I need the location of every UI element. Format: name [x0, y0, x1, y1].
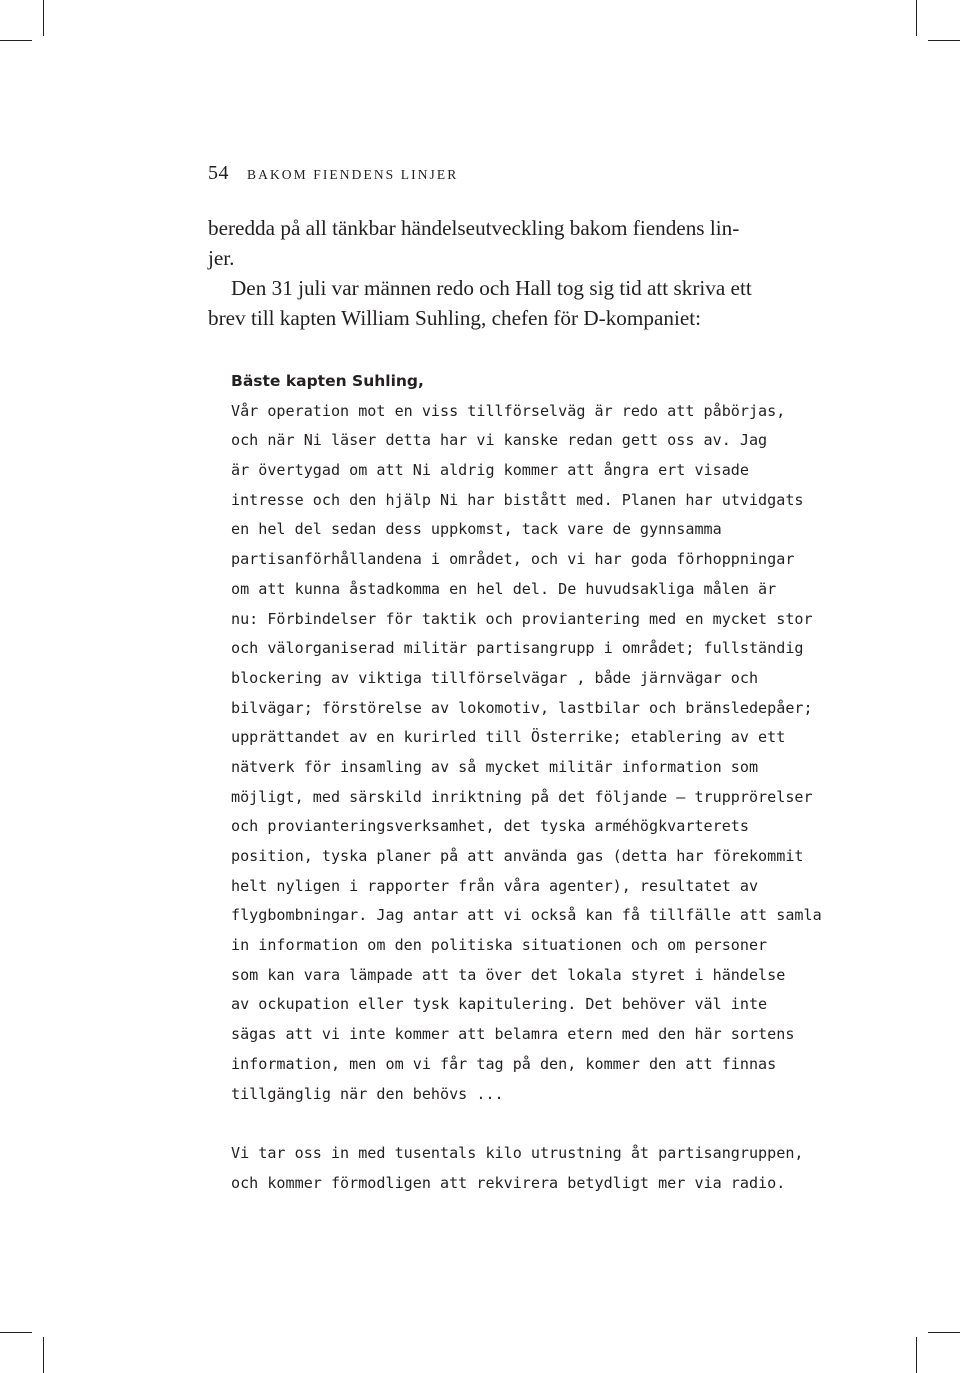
letter-line: partisanförhållandena i området, och vi har goda förhoppningar — [231, 550, 795, 569]
letter-closing-line: Vi tar oss in med tusentals kilo utrustning åt partisangruppen, — [231, 1143, 804, 1162]
crop-mark-top-left-horizontal — [0, 40, 32, 41]
letter-line: och provianteringsverksamhet, det tyska arméhögkvarterets — [231, 817, 749, 836]
letter-line: bilvägar; förstörelse av lokomotiv, lastbilar och bränsledepåer; — [231, 698, 813, 717]
body-paragraph — [208, 213, 798, 333]
letter-line: sägas att vi inte kommer att belamra etern med den här sortens — [231, 1025, 795, 1044]
letter-line: om att kunna åstadkomma en hel del. De huvudsakliga målen är — [231, 579, 777, 598]
letter-greeting: Bäste kapten Suhling, — [231, 372, 424, 390]
quoted-letter — [231, 367, 822, 1198]
letter-line: position, tyska planer på att använda gas (detta har förekommit — [231, 847, 804, 865]
letter-paragraph-gap — [231, 1109, 801, 1139]
body-line: jer. — [208, 246, 235, 270]
letter-line: tillgänglig när den behövs ... — [231, 1084, 504, 1103]
letter-line: nätverk för insamling av så mycket militär information som — [231, 757, 759, 776]
crop-mark-bottom-right-vertical — [916, 1337, 917, 1373]
letter-line: och välorganiserad militär partisangrupp i området; fullständig — [231, 639, 804, 658]
crop-mark-top-right-vertical — [916, 0, 917, 36]
letter-line: information, men om vi får tag på den, kommer den att finnas — [231, 1054, 777, 1073]
letter-line: av ockupation eller tysk kapitulering. Det behöver väl inte — [231, 995, 768, 1014]
body-line: beredda på all tänkbar händelseutveckling bakom fiendens lin- — [208, 216, 740, 240]
letter-line: och när Ni läser detta har vi kanske redan gett oss av. Jag — [231, 431, 768, 450]
letter-line: blockering av viktiga tillförselvägar , både järnvägar och — [231, 668, 759, 687]
crop-mark-bottom-left-horizontal — [0, 1332, 32, 1333]
letter-line: helt nyligen i rapporter från våra agenter), resultatet av — [231, 876, 759, 895]
letter-line: en hel del sedan dess uppkomst, tack vare de gynnsamma — [231, 520, 722, 539]
letter-line: som kan vara lämpade att ta över det lokala styret i händelse — [231, 965, 786, 984]
crop-mark-top-left-vertical — [43, 0, 44, 36]
letter-closing-line: och kommer förmodligen att rekvirera betydligt mer via radio. — [231, 1173, 786, 1192]
crop-mark-top-right-horizontal — [928, 40, 960, 41]
letter-line: nu: Förbindelser för taktik och proviantering med en mycket stor — [231, 609, 813, 628]
letter-line: Vår operation mot en viss tillförselväg är redo att påbörjas, — [231, 401, 786, 420]
letter-line: möjligt, med särskild inriktning på det följande – trupprörelser — [231, 787, 813, 806]
body-line: Den 31 juli var männen redo och Hall tog sig tid att skriva ett — [231, 276, 752, 300]
letter-line: in information om den politiska situationen och om personer — [231, 936, 768, 955]
crop-mark-bottom-left-vertical — [43, 1337, 44, 1373]
page-number: 54 — [208, 162, 229, 184]
letter-line: intresse och den hjälp Ni har bistått med. Planen har utvidgats — [231, 490, 804, 509]
letter-line: upprättandet av en kurirled till Österrike; etablering av ett — [231, 728, 786, 747]
letter-line: är övertygad om att Ni aldrig kommer att ångra ert visade — [231, 461, 749, 480]
running-title: BAKOM FIENDENS LINJER — [247, 167, 459, 182]
body-line: brev till kapten William Suhling, chefen för D-kompaniet: — [208, 306, 702, 330]
crop-mark-bottom-right-horizontal — [928, 1332, 960, 1333]
running-head — [208, 162, 458, 185]
letter-line: flygbombningar. Jag antar att vi också kan få tillfälle att samla — [231, 906, 822, 925]
